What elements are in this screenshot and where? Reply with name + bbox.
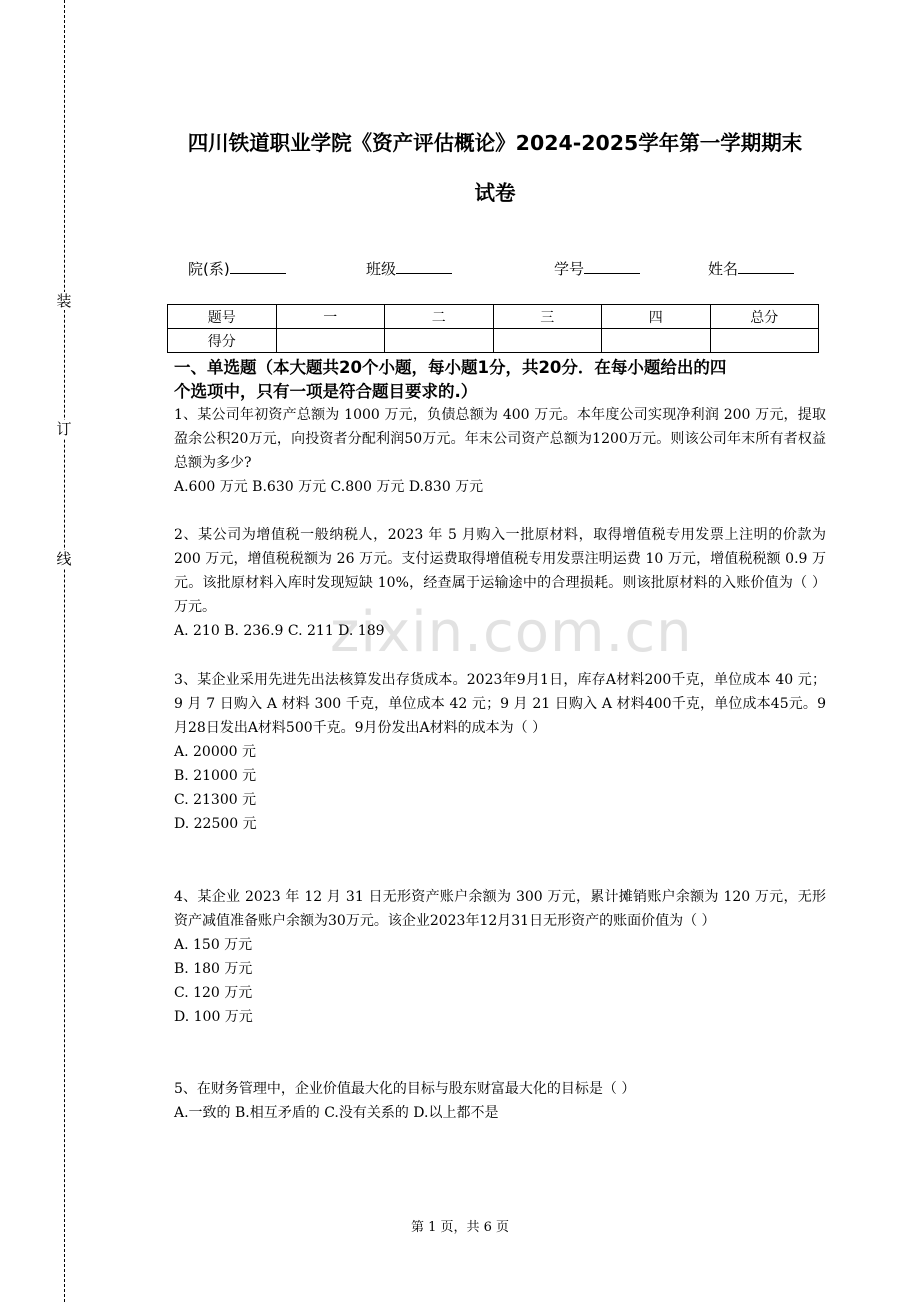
watermark: zixin.com.cn bbox=[330, 600, 693, 665]
question-options: A. 210 B. 236.9 C. 211 D. 189 bbox=[174, 623, 385, 639]
score-table-header-cell: 三 bbox=[493, 305, 602, 329]
section-heading-line: 一、单选题（本大题共20个小题，每小题1分，共20分．在每小题给出的四 bbox=[174, 358, 727, 377]
question-stem: 3、某企业采用先进先出法核算发出存货成本。2023年9月1日，库存A材料200千克，单位成本 40 元；9 月 7 日购入 A 材料 300 千克，单位成本 42 元；9 月 21 日购入 A 材料400千克，单位成本45元。9月28日发出A材料500千克。9月份发出A材料的成本为（ ） bbox=[174, 672, 826, 736]
info-field-department[interactable] bbox=[188, 258, 286, 279]
blank-underline[interactable] bbox=[396, 259, 452, 274]
score-table-header-cell: 二 bbox=[385, 305, 494, 329]
page-footer: 第 1 页，共 6 页 bbox=[410, 1220, 510, 1235]
score-cell[interactable] bbox=[276, 329, 385, 353]
question-option: C. 120 万元 bbox=[174, 985, 253, 1001]
blank-underline[interactable] bbox=[584, 259, 640, 274]
question-option: D. 100 万元 bbox=[174, 1009, 253, 1025]
question-stem: 5、在财务管理中，企业价值最大化的目标与股东财富最大化的目标是（ ） bbox=[174, 1081, 636, 1097]
question-option: D. 22500 元 bbox=[174, 816, 257, 832]
score-table-header-cell: 一 bbox=[276, 305, 385, 329]
exam-title-line1: 四川铁道职业学院《资产评估概论》2024-2025学年第一学期期末 bbox=[187, 131, 803, 155]
question-2 bbox=[174, 523, 826, 643]
score-table bbox=[167, 304, 819, 353]
score-table-header-cell: 总分 bbox=[710, 305, 819, 329]
score-table-header-cell: 题号 bbox=[168, 305, 277, 329]
question-option: B. 180 万元 bbox=[174, 961, 253, 977]
score-cell[interactable] bbox=[493, 329, 602, 353]
binding-char-zhuang: 装 bbox=[56, 292, 72, 310]
score-cell[interactable] bbox=[385, 329, 494, 353]
score-cell[interactable] bbox=[710, 329, 819, 353]
score-table-header-row bbox=[168, 305, 819, 329]
score-table-score-row bbox=[168, 329, 819, 353]
binding-dashed-line bbox=[64, 0, 65, 1302]
question-4 bbox=[174, 885, 826, 1029]
question-1 bbox=[174, 403, 826, 499]
score-table-header-cell: 四 bbox=[602, 305, 711, 329]
question-stem: 2、某公司为增值税一般纳税人，2023 年 5 月购入一批原材料，取得增值税专用发票上注明的价款为 200 万元，增值税税额为 26 万元。支付运费取得增值税专用发票注明运费 10 万元，增值税税额 0.9 万元。该批原材料入库时发现短缺 10%，经查属于运输途中的合理损耗。则该批原材料的入账价值为（ ）万元。 bbox=[174, 527, 826, 615]
score-table-row-label: 得分 bbox=[168, 329, 277, 353]
score-cell[interactable] bbox=[602, 329, 711, 353]
question-option: A. 150 万元 bbox=[174, 937, 253, 953]
info-field-class[interactable] bbox=[366, 258, 452, 279]
info-field-label: 姓名 bbox=[708, 260, 739, 278]
info-field-student-id[interactable] bbox=[554, 258, 640, 279]
info-field-label: 班级 bbox=[366, 260, 397, 278]
blank-underline[interactable] bbox=[230, 259, 286, 274]
section-heading-line: 个选项中，只有一项是符合题目要求的.） bbox=[174, 382, 478, 401]
info-field-name[interactable] bbox=[708, 258, 794, 279]
question-option: C. 21300 元 bbox=[174, 792, 257, 808]
question-options: A.一致的 B.相互矛盾的 C.没有关系的 D.以上都不是 bbox=[174, 1105, 499, 1121]
question-stem: 1、某公司年初资产总额为 1000 万元，负债总额为 400 万元。本年度公司实现净利润 200 万元，提取盈余公积20万元，向投资者分配利润50万元。年末公司资产总额为1200万元。则该公司年末所有者权益总额为多少? bbox=[174, 407, 826, 471]
exam-title-line2: 试卷 bbox=[474, 181, 516, 205]
question-option: B. 21000 元 bbox=[174, 768, 257, 784]
binding-char-xian: 线 bbox=[56, 550, 72, 568]
question-options: A.600 万元 B.630 万元 C.800 万元 D.830 万元 bbox=[174, 479, 484, 495]
section-heading bbox=[174, 356, 824, 404]
info-field-label: 学号 bbox=[554, 260, 585, 278]
question-stem: 4、某企业 2023 年 12 月 31 日无形资产账户余额为 300 万元，累计摊销账户余额为 120 万元，无形资产减值准备账户余额为30万元。该企业2023年12月31日无形资产的账面价值为（ ） bbox=[174, 889, 826, 929]
info-field-label: 院(系) bbox=[188, 260, 230, 278]
question-5 bbox=[174, 1077, 826, 1125]
question-3 bbox=[174, 668, 826, 836]
binding-char-ding: 订 bbox=[56, 420, 72, 438]
question-option: A. 20000 元 bbox=[174, 744, 256, 760]
blank-underline[interactable] bbox=[738, 259, 794, 274]
